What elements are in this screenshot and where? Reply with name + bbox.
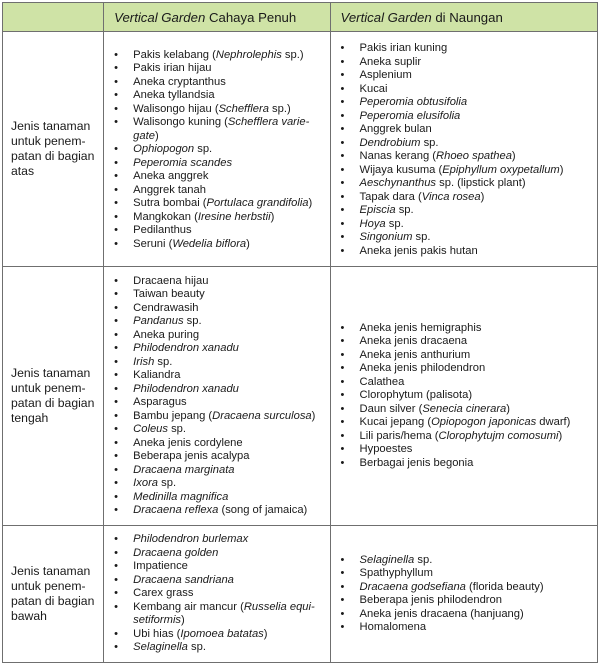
text-run: sp. bbox=[154, 355, 173, 368]
text-run: Sutra bombai ( bbox=[133, 197, 207, 210]
plant-list-item bbox=[114, 396, 329, 410]
text-run: Aneka suplir bbox=[359, 55, 422, 68]
italic-text: Philodendron xanadu bbox=[133, 382, 239, 395]
text-run: Aneka jenis dracaena bbox=[359, 335, 468, 348]
row-top-shade bbox=[330, 32, 597, 267]
text-run: Pakis irian hijau bbox=[133, 62, 212, 75]
plant-list-item bbox=[114, 157, 329, 171]
header-full-sun-text bbox=[114, 10, 296, 25]
italic-text: Vertical Garden bbox=[114, 9, 206, 25]
plant-list-item bbox=[114, 329, 329, 343]
text-run: Anggrek bulan bbox=[359, 123, 432, 135]
text-run: ) bbox=[558, 429, 563, 442]
plant-list-item bbox=[114, 103, 329, 117]
plant-list-item bbox=[114, 369, 329, 383]
row-middle-shade bbox=[330, 267, 597, 526]
plant-list-item bbox=[341, 457, 597, 471]
row-top-label: Jenis tanaman untuk penem-patan di bagian atas bbox=[3, 32, 104, 267]
italic-text: Dracaena godsefiana bbox=[359, 580, 466, 593]
plant-list-item bbox=[114, 477, 329, 491]
italic-text: Dracaena golden bbox=[133, 546, 219, 559]
text-run: Aneka tyllandsia bbox=[133, 89, 215, 102]
text-run: Pedilanthus bbox=[133, 224, 192, 237]
italic-text: Ipomoea batatas bbox=[180, 627, 264, 640]
text-run: Clorophytum (palisota) bbox=[359, 389, 473, 402]
header-row bbox=[3, 3, 598, 32]
plant-list-item bbox=[114, 288, 329, 302]
plant-list-item bbox=[114, 184, 329, 198]
text-run: sp.) bbox=[268, 102, 291, 115]
plant-list-item bbox=[114, 504, 329, 518]
plant-list-item bbox=[114, 547, 329, 561]
row-bottom-full-sun bbox=[104, 526, 330, 663]
plant-list-item bbox=[341, 608, 597, 622]
plant-list-item bbox=[114, 62, 329, 76]
plant-list-item bbox=[114, 628, 329, 642]
plant-list-item bbox=[114, 560, 329, 574]
text-run: sp. bbox=[167, 423, 187, 435]
text-run: (florida beauty) bbox=[465, 580, 544, 593]
text-run: ) bbox=[506, 402, 511, 415]
text-run: sp. bbox=[187, 641, 206, 654]
text-run: Beberapa jenis philodendron bbox=[359, 594, 502, 606]
plant-list-item bbox=[114, 464, 329, 478]
row-bottom-shade bbox=[330, 526, 597, 663]
italic-text: Epiphyllum oxypetallum bbox=[442, 163, 560, 176]
italic-text: Peperomia obtusifolia bbox=[359, 96, 468, 108]
italic-text: Vinca rosea bbox=[421, 190, 481, 203]
italic-text: Portulaca grandifolia bbox=[206, 197, 309, 210]
italic-text: Dracaena reflexa bbox=[133, 504, 219, 516]
italic-text: Irish bbox=[133, 355, 155, 368]
header-full-sun bbox=[104, 3, 330, 32]
text-run: ) bbox=[480, 190, 485, 203]
text-run: sp. bbox=[414, 553, 433, 566]
plant-list-item bbox=[341, 335, 597, 349]
plant-list-item bbox=[341, 554, 597, 568]
header-shade bbox=[330, 3, 597, 32]
text-run: Aneka jenis anthurium bbox=[359, 348, 471, 361]
text-run: di Naungan bbox=[431, 9, 503, 25]
text-run: sp. bbox=[420, 136, 439, 149]
plant-list-item bbox=[114, 143, 329, 157]
italic-text: Coleus bbox=[133, 423, 168, 435]
plant-list-item bbox=[114, 238, 329, 252]
italic-text: Dracaena marginata bbox=[133, 463, 235, 476]
plant-list-item bbox=[114, 211, 329, 225]
text-run: dwarf) bbox=[536, 416, 571, 429]
italic-text: Schefflera bbox=[218, 102, 269, 115]
text-run: sp.) bbox=[281, 48, 304, 61]
text-run: Kaliandra bbox=[133, 369, 181, 381]
text-run: Ubi hias ( bbox=[133, 627, 181, 640]
row-top bbox=[3, 32, 598, 267]
plant-list-item bbox=[341, 376, 597, 390]
plant-list-item bbox=[114, 383, 329, 397]
italic-text: Selaginella bbox=[359, 553, 415, 566]
plant-list-item bbox=[114, 533, 329, 547]
text-run: (song of jamaica) bbox=[218, 504, 308, 516]
plant-list-item bbox=[114, 437, 329, 451]
italic-text: Nephrolephis bbox=[215, 48, 282, 61]
italic-text: Hoya bbox=[359, 217, 386, 230]
text-run: ) bbox=[181, 614, 185, 627]
plant-list-item bbox=[341, 83, 597, 97]
italic-text: Rhoeo spathea bbox=[436, 150, 512, 162]
plant-list-item bbox=[341, 362, 597, 376]
text-run: sp. bbox=[183, 315, 202, 327]
plant-list-item bbox=[341, 164, 597, 178]
plant-list-item bbox=[341, 218, 597, 232]
plant-list-item bbox=[114, 574, 329, 588]
row-top-shade-list bbox=[331, 34, 597, 264]
text-run: Walisongo kuning ( bbox=[133, 116, 228, 129]
text-run: Dracaena hijau bbox=[133, 274, 209, 287]
text-run: Anggrek tanah bbox=[133, 183, 206, 196]
row-middle-full-sun bbox=[104, 267, 330, 526]
italic-text: Episcia bbox=[359, 204, 396, 216]
italic-text: Peperomia scandes bbox=[133, 156, 233, 169]
text-run: ) bbox=[263, 627, 268, 640]
text-run: Pakis irian kuning bbox=[359, 42, 448, 54]
row-middle-shade-list bbox=[331, 322, 597, 471]
plant-list-item bbox=[341, 150, 597, 164]
plant-list-item bbox=[114, 89, 329, 103]
text-run: Daun silver ( bbox=[359, 402, 423, 415]
text-run: Aneka jenis pakis hutan bbox=[359, 244, 478, 257]
plant-list-item bbox=[341, 191, 597, 205]
italic-text: Medinilla magnifica bbox=[133, 490, 229, 503]
plant-list-item bbox=[114, 410, 329, 424]
row-top-full-sun bbox=[104, 32, 330, 267]
row-bottom-label: Jenis tanaman untuk penem-patan di bagian bawah bbox=[3, 526, 104, 663]
plant-list-item bbox=[341, 349, 597, 363]
text-run: sp. (lipstick plant) bbox=[436, 177, 526, 189]
plant-list-item bbox=[341, 322, 597, 336]
plant-list-item bbox=[114, 275, 329, 289]
text-run: Kucai bbox=[359, 82, 388, 95]
italic-text: Clorophytujm comosumi bbox=[438, 429, 559, 442]
text-run: Calathea bbox=[359, 375, 405, 388]
text-run: Asplenium bbox=[359, 69, 412, 81]
text-run: sp. bbox=[385, 217, 404, 230]
row-middle-label: Jenis tanaman untuk penem-patan di bagian tengah bbox=[3, 267, 104, 526]
row-middle-full-sun-list bbox=[104, 275, 329, 518]
italic-text: Russelia equi-setiformis bbox=[133, 600, 315, 627]
text-run: Carex grass bbox=[133, 587, 194, 600]
plant-list-item bbox=[341, 245, 597, 259]
italic-text: Senecia cinerara bbox=[422, 402, 507, 415]
row-bottom-full-sun-list bbox=[104, 533, 329, 655]
italic-text: Iresine herbstii bbox=[197, 210, 271, 223]
plant-list-item bbox=[114, 197, 329, 211]
text-run: Aneka cryptanthus bbox=[133, 75, 226, 88]
italic-text: Opiopogon japonicas bbox=[431, 416, 537, 429]
plant-list-item bbox=[341, 430, 597, 444]
italic-text: Vertical Garden bbox=[340, 9, 432, 25]
text-run: sp. bbox=[412, 231, 431, 243]
text-run: Seruni ( bbox=[133, 237, 173, 250]
text-run: Aneka anggrek bbox=[133, 170, 209, 183]
plant-list-item bbox=[341, 42, 597, 56]
plant-list-item bbox=[341, 403, 597, 417]
plant-list-item bbox=[114, 601, 329, 628]
header-empty-cell bbox=[3, 3, 104, 32]
italic-text: Ophiopogon bbox=[133, 143, 195, 156]
plant-list-item bbox=[341, 231, 597, 245]
text-run: Beberapa jenis acalypa bbox=[133, 450, 250, 462]
plant-list-item bbox=[341, 123, 597, 137]
text-run: sp. bbox=[158, 477, 177, 489]
text-run: Aneka jenis hemigraphis bbox=[359, 321, 482, 334]
text-run: Hypoestes bbox=[359, 443, 413, 456]
text-run: Cendrawasih bbox=[133, 301, 199, 314]
text-run: ) bbox=[511, 150, 516, 162]
plant-list-item bbox=[114, 224, 329, 238]
plant-list-item bbox=[114, 116, 329, 143]
plant-list-item bbox=[341, 416, 597, 430]
italic-text: Ixora bbox=[133, 477, 159, 489]
text-run: ) bbox=[308, 197, 313, 210]
text-run: Lili paris/hema ( bbox=[359, 429, 439, 442]
header-shade-text bbox=[341, 10, 503, 25]
plant-list-item bbox=[114, 641, 329, 655]
plant-list-item bbox=[341, 581, 597, 595]
text-run: ) bbox=[559, 163, 564, 176]
plant-list-item bbox=[114, 587, 329, 601]
text-run: Nanas kerang ( bbox=[359, 150, 437, 162]
text-run: Aneka jenis dracaena (hanjuang) bbox=[359, 607, 524, 620]
text-run: ) bbox=[311, 409, 316, 422]
row-bottom bbox=[3, 526, 598, 663]
text-run: Kembang air mancur ( bbox=[133, 600, 244, 613]
plant-list-item bbox=[114, 49, 329, 63]
text-run: Kucai jepang ( bbox=[359, 416, 432, 429]
italic-text: Selaginella bbox=[133, 641, 188, 654]
plant-list-item bbox=[341, 204, 597, 218]
italic-text: Singonium bbox=[359, 231, 413, 243]
plant-list-item bbox=[114, 342, 329, 356]
text-run: Bambu jepang ( bbox=[133, 409, 213, 422]
italic-text: Wedelia biflora bbox=[172, 237, 247, 250]
text-run: Spathyphyllum bbox=[359, 567, 433, 579]
text-run: Pakis kelabang ( bbox=[133, 48, 216, 61]
plant-list-item bbox=[341, 567, 597, 581]
text-run: Asparagus bbox=[133, 396, 187, 408]
text-run: Wijaya kusuma ( bbox=[359, 163, 443, 176]
text-run: Impatience bbox=[133, 560, 188, 573]
plant-list-item bbox=[341, 56, 597, 70]
text-run: Aneka jenis cordylene bbox=[133, 436, 243, 449]
plant-list-item bbox=[114, 491, 329, 505]
plant-list-item bbox=[341, 110, 597, 124]
italic-text: Dracaena surculosa bbox=[212, 409, 312, 422]
italic-text: Pandanus bbox=[133, 315, 184, 327]
italic-text: Peperomia elusifolia bbox=[359, 109, 461, 122]
italic-text: Philodendron xanadu bbox=[133, 342, 239, 354]
text-run: Aneka puring bbox=[133, 328, 200, 341]
plant-list-item bbox=[114, 450, 329, 464]
plant-list-item bbox=[114, 302, 329, 316]
text-run: Cahaya Penuh bbox=[205, 9, 297, 25]
italic-text: Philodendron burlemax bbox=[133, 533, 249, 546]
text-run: Taiwan beauty bbox=[133, 288, 205, 300]
plant-list-item bbox=[114, 356, 329, 370]
plant-list-item bbox=[341, 594, 597, 608]
text-run: Tapak dara ( bbox=[359, 190, 422, 203]
text-run: Mangkokan ( bbox=[133, 210, 198, 223]
plant-list-item bbox=[114, 76, 329, 90]
row-top-full-sun-list bbox=[104, 41, 329, 258]
plant-list-item bbox=[114, 315, 329, 329]
italic-text: Schefflera varie-gate bbox=[133, 116, 310, 142]
text-run: Homalomena bbox=[359, 621, 427, 633]
text-run: Berbagai jenis begonia bbox=[359, 456, 474, 469]
text-run: ) bbox=[246, 237, 250, 250]
italic-text: Dendrobium bbox=[359, 136, 421, 149]
plant-list-item bbox=[341, 177, 597, 191]
plant-list-item bbox=[341, 443, 597, 457]
plant-list-item bbox=[341, 137, 597, 151]
plant-list-item bbox=[341, 621, 597, 635]
plant-list-item bbox=[341, 69, 597, 83]
text-run: ) bbox=[154, 129, 159, 142]
italic-text: Aeschynanthus bbox=[359, 177, 437, 189]
row-middle bbox=[3, 267, 598, 526]
text-run: sp. bbox=[395, 204, 414, 216]
text-run: sp. bbox=[194, 143, 213, 156]
plant-list-item bbox=[341, 96, 597, 110]
plant-table bbox=[2, 2, 598, 663]
text-run: ) bbox=[270, 210, 275, 223]
plant-list-item bbox=[114, 170, 329, 184]
text-run: Aneka jenis philodendron bbox=[359, 362, 486, 375]
italic-text: Dracaena sandriana bbox=[133, 573, 234, 586]
plant-list-item bbox=[114, 423, 329, 437]
text-run: Walisongo hijau ( bbox=[133, 102, 219, 115]
plant-list-item bbox=[341, 389, 597, 403]
row-bottom-shade-list bbox=[331, 554, 597, 635]
